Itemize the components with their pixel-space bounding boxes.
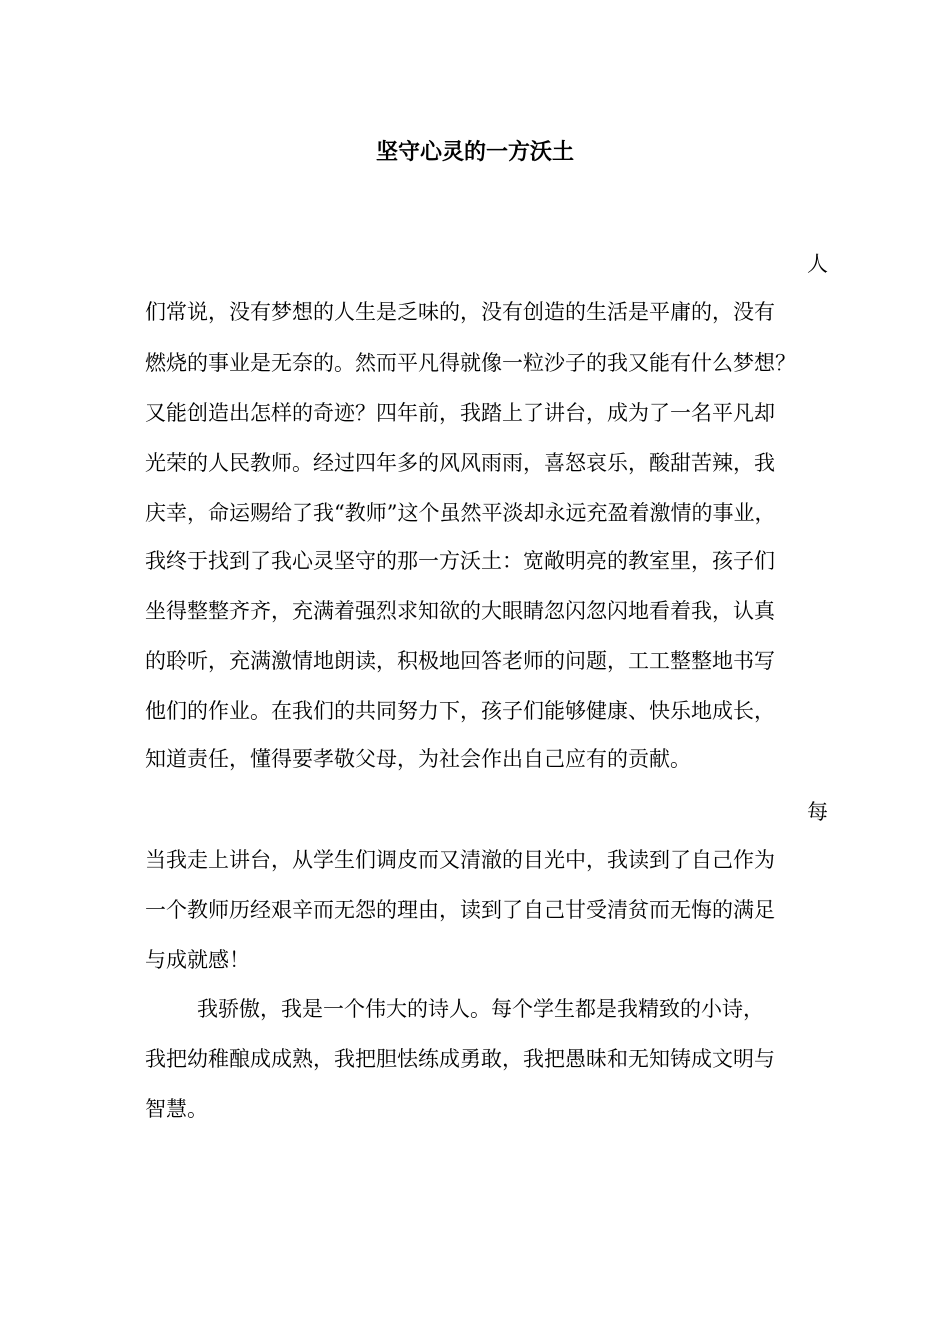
paragraph-line-1: 人 [807,252,828,276]
paragraph-line-2: 们常说，没有梦想的人生是乏味的，没有创造的生活是平庸的，没有 [145,300,775,324]
paragraph-line-12: 每 [807,800,828,824]
paragraph-line-9: 的聆听，充满激情地朗读，积极地回答老师的问题，工工整整地书写 [145,649,775,673]
paragraph-line-11: 知道责任，懂得要孝敬父母，为社会作出自己应有的贡献。 [145,747,691,771]
paragraph-line-15: 与成就感！ [145,948,250,972]
paragraph-line-6: 庆幸，命运赐给了我“教师”这个虽然平淡却永远充盈着激情的事业， [145,501,776,525]
paragraph-line-13: 当我走上讲台，从学生们调皮而又清澈的目光中，我读到了自己作为 [145,848,775,872]
paragraph-line-14: 一个教师历经艰辛而无怨的理由，读到了自己甘受清贫而无悔的满足 [145,898,775,922]
paragraph-line-5: 光荣的人民教师。经过四年多的风风雨雨，喜怒哀乐，酸甜苦辣，我 [145,451,775,475]
paragraph-line-7: 我终于找到了我心灵坚守的那一方沃土：宽敞明亮的教室里，孩子们 [145,549,775,573]
paragraph-line-10: 他们的作业。在我们的共同努力下，孩子们能够健康、快乐地成长， [145,699,775,723]
paragraph-line-4: 又能创造出怎样的奇迹？四年前，我踏上了讲台，成为了一名平凡却 [145,401,775,425]
paragraph-line-8: 坐得整整齐齐，充满着强烈求知欲的大眼睛忽闪忽闪地看着我，认真 [145,599,775,623]
document-title: 坚守心灵的一方沃土 [375,139,574,165]
paragraph-line-18: 智慧。 [145,1097,208,1121]
paragraph-line-3: 燃烧的事业是无奈的。然而平凡得就像一粒沙子的我又能有什么梦想？ [145,351,796,375]
paragraph-line-17: 我把幼稚酿成成熟，我把胆怯练成勇敢，我把愚昧和无知铸成文明与 [145,1047,775,1071]
paragraph-line-16: 我骄傲，我是一个伟大的诗人。每个学生都是我精致的小诗， [197,997,764,1021]
